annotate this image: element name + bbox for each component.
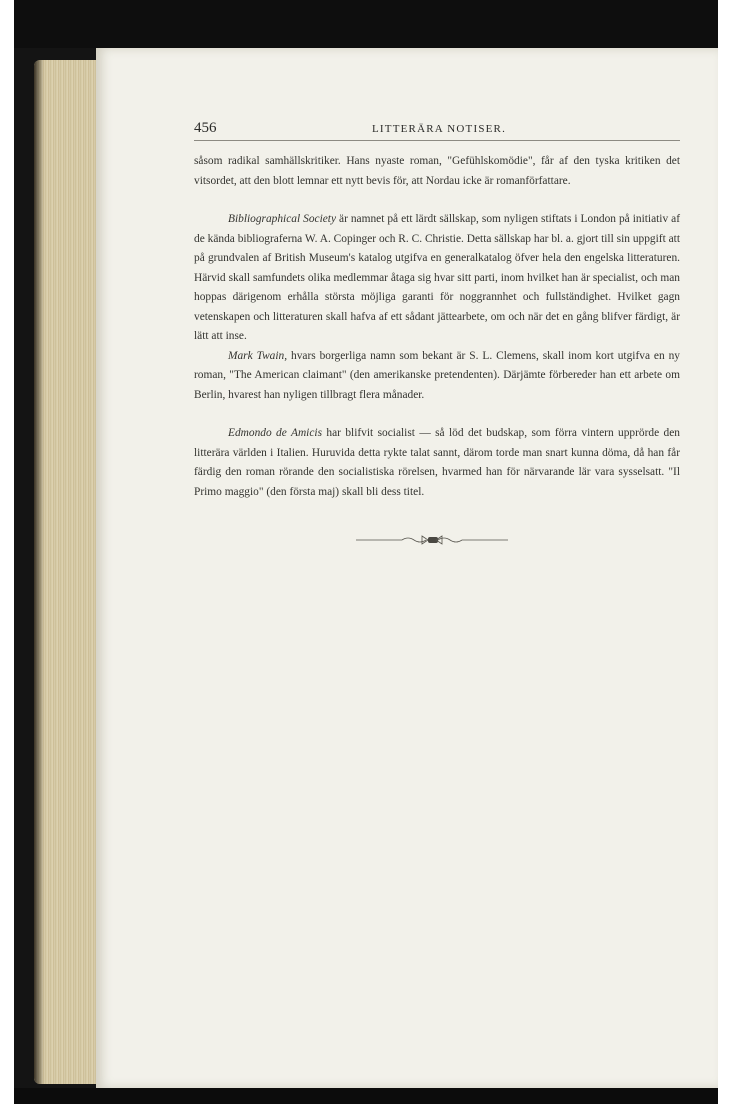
paragraph-text: har blifvit socialist — så löd det budskap, som förra vintern upprörde den litterära världen i Italien. Huruvida detta rykte talat sannt, därom torde man snart kunna döma, då han får färdig den roman rörande den socialistiska rörelsen, hvarmed han för närvarande lär vara sysselsatt. "Il Primo maggio" (den första maj) skall bli dess titel. — [194, 427, 681, 498]
paragraph-bibliographical-society — [194, 210, 680, 347]
paragraph-text: hvars borgerliga namn som bekant är S. L. Clemens, skall inom kort utgifva en ny roman, "The American claimant" (den amerikanske pretendenten). Därjämte förbereder han ett arbete om Berlin, hvarest han nyligen tillbragt flera månader. — [194, 349, 680, 401]
paragraph-de-amicis — [194, 424, 680, 502]
scan-bottom-edge — [14, 1088, 718, 1104]
paragraph-nordau — [194, 152, 680, 191]
page-number: 456 — [194, 120, 217, 136]
article-body — [194, 152, 680, 502]
scan-top-edge — [14, 0, 718, 48]
paragraph-subject: Bibliographical Society — [228, 213, 337, 225]
book-spine-shadow — [34, 60, 44, 1084]
paragraph-subject: Mark Twain, — [228, 349, 288, 362]
running-title: LITTERÄRA NOTISER. — [372, 123, 507, 135]
page-header — [194, 120, 680, 141]
paragraph-subject: Edmondo de Amicis — [228, 427, 323, 439]
ornament-divider-icon — [356, 532, 508, 548]
paragraph-text: är namnet på ett lärdt sällskap, som nyligen stiftats i London på initiativ af de kända bibliograferna W. A. Copinger och R. C. Christie. Detta sällskap har bl. a. gjort till sin uppgift att på grundvalen af British Museum's katalog utgifva en generalkatalog öfver hela den engelska litteraturen. Härvid skall samfundets olika medlemmar åtaga sig hvar sitt parti, inom hvilket han är specialist, och man hoppas därigenom erhålla största möjliga garanti för noggrannhet och fullständighet. Hvilket gagn vetenskapen och litteraturen skall hafva af ett sådant jättearbete, om och när det en gång blifver färdigt, är lätt att inse. — [194, 213, 680, 342]
paragraph-text: såsom radikal samhällskritiker. Hans nyaste roman, "Gefühlskomödie", får af den tyska kritiken det vitsordet, att den blott lemnar ett nytt bevis för, att Nordau icke är romanförfattare. — [194, 155, 680, 187]
paragraph-mark-twain — [194, 347, 680, 406]
